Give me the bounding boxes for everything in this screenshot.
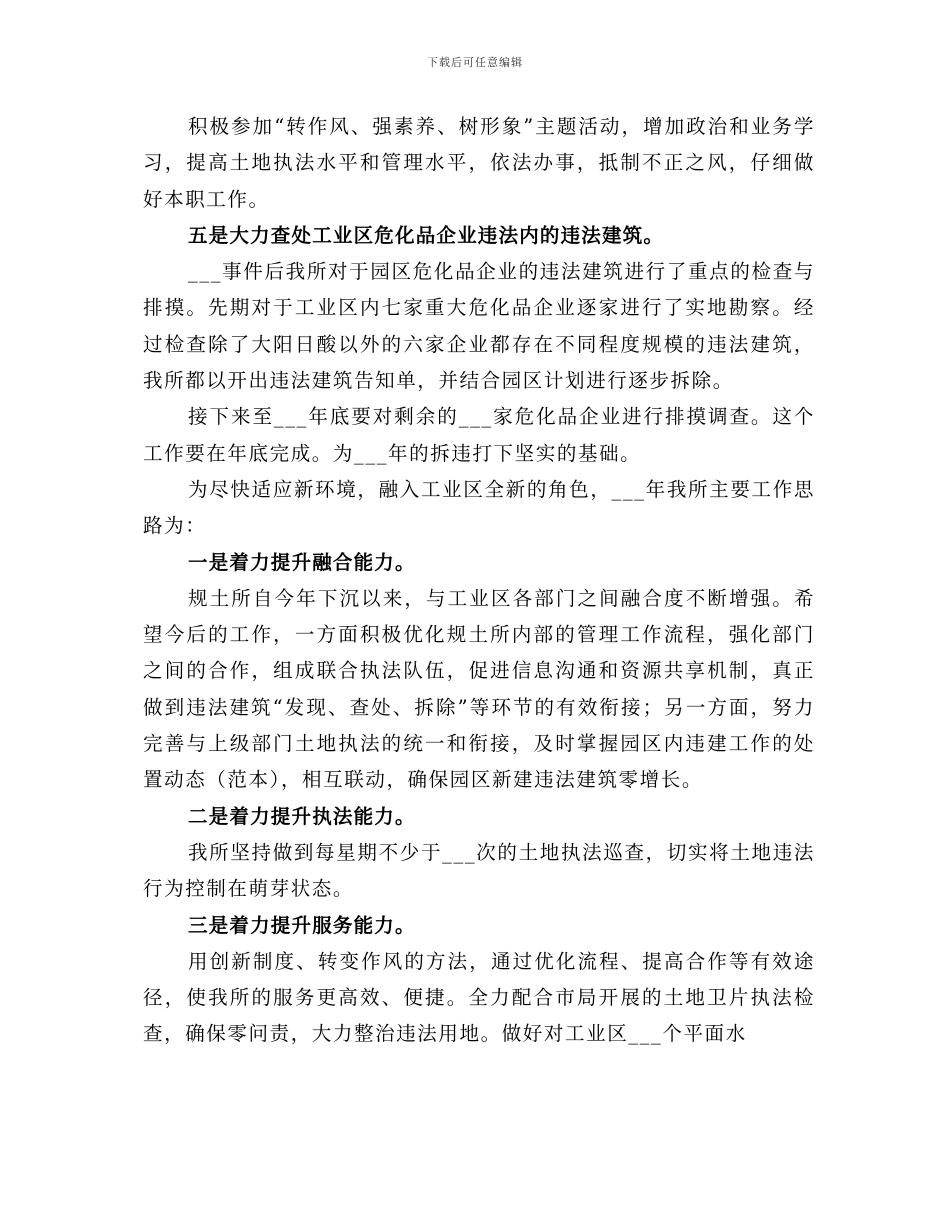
paragraph-enforcement: 我所坚持做到每星期不少于___次的土地执法巡查，切实将土地违法行为控制在萌芽状态。 — [143, 840, 815, 901]
paragraph-year-end-plan: 接下来至___年底要对剩余的___家危化品企业进行排摸调查。这个工作要在年底完成。为___年的拆违打下坚实的基础。 — [143, 405, 815, 465]
paragraph-service: 用创新制度、转变作风的方法，通过优化流程、提高合作等有效途径，使我所的服务更高效、便捷。全力配合市局开展的土地卫片执法检查，确保零问责，大力整治违法用地。做好对工业区___个平面水 — [143, 949, 815, 1046]
heading-item-five: 五是大力查处工业区危化品企业违法内的违法建筑。 — [188, 223, 665, 247]
paragraph-study: 积极参加“转作风、强素养、树形象”主题活动，增加政治和业务学习，提高土地执法水平和管理水平，依法办事，抵制不正之风，仔细做好本职工作。 — [143, 115, 815, 211]
document-body — [143, 109, 815, 1053]
heading-item-one: 一是着力提升融合能力。 — [188, 550, 416, 574]
heading-item-two: 二是着力提升执法能力。 — [188, 804, 416, 828]
heading-item-three: 三是着力提升服务能力。 — [188, 913, 416, 937]
paragraph-inspection: ___事件后我所对于园区危化品企业的违法建筑进行了重点的检查与排摸。先期对于工业区内七家重大危化品企业逐家进行了实地勘察。经过检查除了大阳日酸以外的六家企业都存在不同程度规模的违法建筑，我所都以开出违法建筑告知单，并结合园区计划进行逐步拆除。 — [143, 260, 815, 393]
paragraph-integration: 规土所自今年下沉以来，与工业区各部门之间融合度不断增强。希望今后的工作，一方面积极优化规土所内部的管理工作流程，强化部门之间的合作，组成联合执法队伍，促进信息沟通和资源共享机制，真正做到违法建筑“发现、查处、拆除”等环节的有效衔接；另一方面，努力完善与上级部门土地执法的统一和衔接，及时掌握园区内违建工作的处置动态（范本），相互联动，确保园区新建违法建筑零增长。 — [143, 586, 815, 792]
paragraph-work-approach: 为尽快适应新环境，融入工业区全新的角色，___年我所主要工作思路为： — [143, 477, 815, 538]
page-header: 下载后可任意编辑 — [427, 56, 523, 69]
